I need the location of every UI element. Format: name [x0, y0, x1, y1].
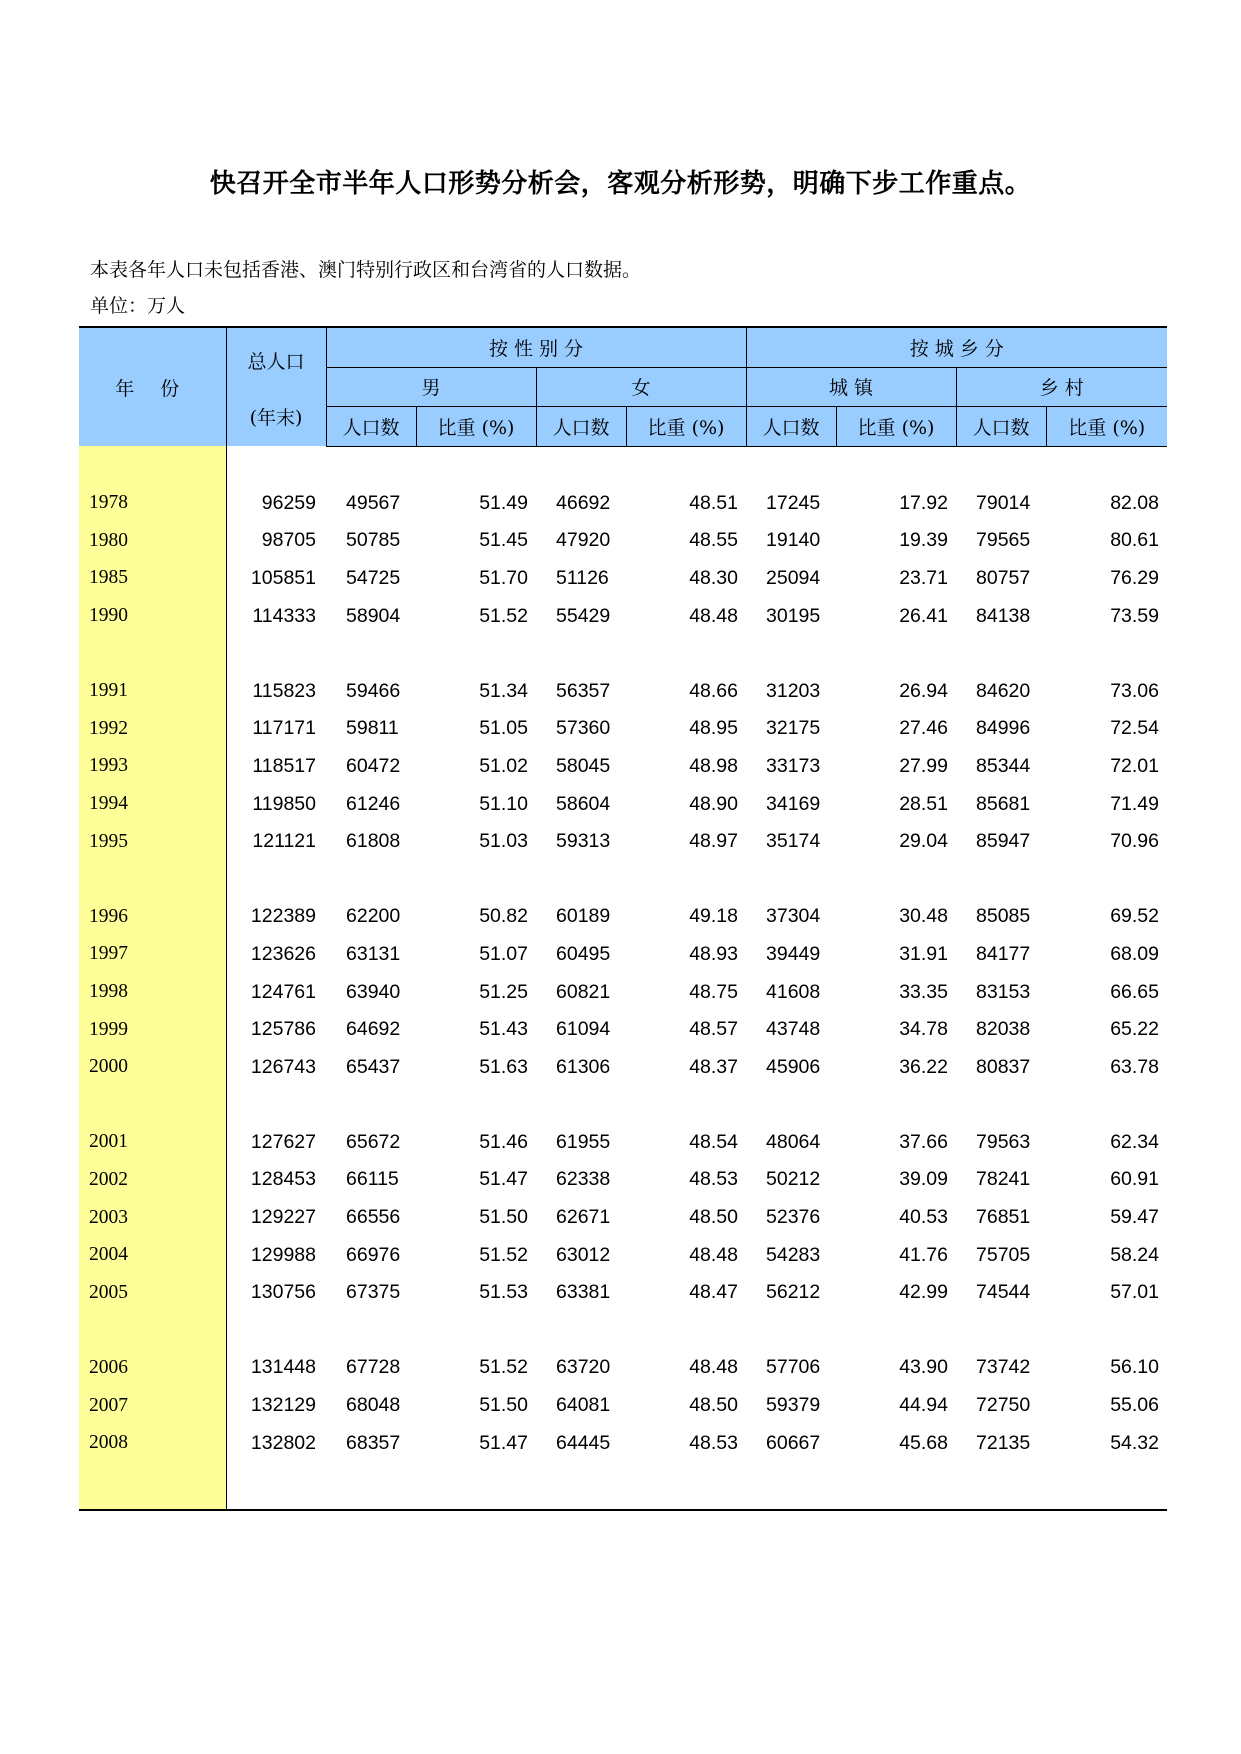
- rural-pct-cell: 72.54: [1110, 717, 1159, 740]
- total-cell: 122389: [250, 905, 316, 928]
- female-cell: 62671: [556, 1206, 611, 1229]
- male-pct-cell: 51.05: [479, 717, 528, 740]
- female-cell: 60189: [556, 905, 611, 928]
- urban-pct-cell: 36.22: [899, 1055, 948, 1078]
- page-title: 快召开全市半年人口形势分析会，客观分析形势，明确下步工作重点。: [209, 169, 1032, 199]
- male-cell: 49567: [346, 491, 401, 514]
- header-year: 年 份: [79, 327, 226, 446]
- header-male-population: 人口数: [326, 406, 416, 446]
- header-urban-population: 人口数: [746, 406, 836, 446]
- urban-cell: 33173: [766, 754, 821, 777]
- table-row: [79, 710, 1167, 748]
- spacer-row: [79, 1086, 1167, 1124]
- rural-cell: 76851: [976, 1206, 1031, 1229]
- female-cell: 61955: [556, 1130, 611, 1153]
- urban-pct-cell: 45.68: [899, 1431, 948, 1454]
- male-cell: 59466: [346, 679, 401, 702]
- urban-pct-cell: 41.76: [899, 1243, 948, 1266]
- rural-cell: 80837: [976, 1055, 1031, 1078]
- total-cell: 96259: [261, 491, 316, 514]
- urban-cell: 32175: [766, 717, 821, 740]
- header-urban: 城 镇: [746, 367, 956, 406]
- scope-note: 本表各年人口未包括香港、澳门特别行政区和台湾省的人口数据。: [90, 259, 642, 281]
- male-pct-cell: 51.53: [479, 1281, 528, 1304]
- table-row: [79, 1124, 1167, 1162]
- urban-pct-cell: 29.04: [899, 830, 948, 853]
- urban-pct-cell: 37.66: [899, 1130, 948, 1153]
- male-cell: 63131: [346, 942, 401, 965]
- rural-pct-cell: 59.47: [1110, 1206, 1159, 1229]
- male-cell: 50785: [346, 529, 401, 552]
- rural-pct-cell: 76.29: [1110, 566, 1159, 589]
- female-pct-cell: 49.18: [689, 905, 738, 928]
- urban-cell: 50212: [766, 1168, 821, 1191]
- rural-cell: 80757: [976, 566, 1031, 589]
- urban-pct-cell: 17.92: [899, 491, 948, 514]
- rural-pct-cell: 72.01: [1110, 754, 1159, 777]
- urban-pct-cell: 31.91: [899, 942, 948, 965]
- female-cell: 51126: [556, 566, 609, 589]
- header-male: 男: [326, 367, 536, 406]
- rural-pct-cell: 60.91: [1110, 1168, 1159, 1191]
- female-pct-cell: 48.90: [689, 792, 738, 815]
- header-female: 女: [536, 367, 746, 406]
- rural-pct-cell: 58.24: [1110, 1243, 1159, 1266]
- urban-pct-cell: 33.35: [899, 980, 948, 1003]
- female-cell: 56357: [556, 679, 611, 702]
- male-pct-cell: 51.43: [479, 1018, 528, 1041]
- table-row: [79, 522, 1167, 560]
- total-cell: 131448: [250, 1356, 316, 1379]
- total-cell: 118517: [252, 754, 316, 777]
- female-pct-cell: 48.48: [689, 604, 738, 627]
- male-cell: 67728: [346, 1356, 401, 1379]
- female-cell: 55429: [556, 604, 611, 627]
- header-female-share: 比重 (%): [626, 406, 746, 446]
- male-pct-cell: 50.82: [479, 905, 528, 928]
- male-pct-cell: 51.10: [479, 792, 528, 815]
- male-pct-cell: 51.34: [479, 679, 528, 702]
- header-rural: 乡 村: [956, 367, 1167, 406]
- urban-pct-cell: 26.94: [899, 679, 948, 702]
- urban-cell: 39449: [766, 942, 821, 965]
- table-row: [79, 785, 1167, 823]
- year-cell: 1991: [79, 672, 226, 710]
- rural-pct-cell: 62.34: [1110, 1130, 1159, 1153]
- male-cell: 59811: [346, 717, 399, 740]
- urban-cell: 19140: [766, 529, 821, 552]
- female-pct-cell: 48.95: [689, 717, 738, 740]
- total-cell: 119850: [252, 792, 316, 815]
- rural-pct-cell: 71.49: [1110, 792, 1159, 815]
- rural-cell: 75705: [976, 1243, 1031, 1266]
- total-cell: 126743: [250, 1055, 316, 1078]
- male-pct-cell: 51.45: [479, 529, 528, 552]
- table-body: [79, 446, 1167, 1510]
- table-row: [79, 672, 1167, 710]
- header-total-line2: (年末): [249, 407, 303, 429]
- total-cell: 130756: [250, 1281, 316, 1304]
- rural-cell: 74544: [976, 1281, 1031, 1304]
- male-cell: 66556: [346, 1206, 401, 1229]
- female-pct-cell: 48.57: [689, 1018, 738, 1041]
- female-pct-cell: 48.75: [689, 980, 738, 1003]
- table-row: [79, 597, 1167, 635]
- female-cell: 61094: [556, 1018, 611, 1041]
- urban-pct-cell: 27.99: [899, 754, 948, 777]
- male-cell: 63940: [346, 980, 401, 1003]
- rural-pct-cell: 73.06: [1110, 679, 1159, 702]
- male-cell: 61808: [346, 830, 401, 853]
- year-cell: 1997: [79, 936, 226, 974]
- header-total-line1: 总人口: [247, 351, 305, 373]
- table-row: [79, 1011, 1167, 1049]
- male-cell: 54725: [346, 566, 401, 589]
- total-cell: 114333: [252, 604, 316, 627]
- table-row: [79, 1199, 1167, 1237]
- rural-pct-cell: 63.78: [1110, 1055, 1159, 1078]
- male-pct-cell: 51.52: [479, 604, 528, 627]
- female-cell: 63381: [556, 1281, 611, 1304]
- female-pct-cell: 48.51: [689, 491, 738, 514]
- rural-cell: 85947: [976, 830, 1031, 853]
- table-row: [79, 748, 1167, 786]
- urban-pct-cell: 19.39: [899, 529, 948, 552]
- urban-pct-cell: 27.46: [899, 717, 948, 740]
- male-cell: 65672: [346, 1130, 401, 1153]
- rural-cell: 84177: [976, 942, 1031, 965]
- rural-pct-cell: 55.06: [1110, 1394, 1159, 1417]
- male-cell: 67375: [346, 1281, 401, 1304]
- spacer-row: [79, 446, 1167, 485]
- year-cell: 1994: [79, 785, 226, 823]
- male-pct-cell: 51.46: [479, 1130, 528, 1153]
- rural-cell: 84620: [976, 679, 1031, 702]
- female-pct-cell: 48.93: [689, 942, 738, 965]
- rural-pct-cell: 56.10: [1110, 1356, 1159, 1379]
- total-cell: 123626: [250, 942, 316, 965]
- female-cell: 58045: [556, 754, 611, 777]
- male-pct-cell: 51.70: [479, 566, 528, 589]
- male-pct-cell: 51.25: [479, 980, 528, 1003]
- total-cell: 129988: [250, 1243, 316, 1266]
- year-cell: 2000: [79, 1048, 226, 1086]
- urban-pct-cell: 39.09: [899, 1168, 948, 1191]
- year-cell: 2008: [79, 1424, 226, 1462]
- rural-cell: 83153: [976, 980, 1031, 1003]
- year-cell: 1998: [79, 973, 226, 1011]
- rural-cell: 79565: [976, 529, 1031, 552]
- table-row: [79, 560, 1167, 598]
- rural-cell: 84138: [976, 604, 1031, 627]
- rural-cell: 79014: [976, 491, 1031, 514]
- female-cell: 62338: [556, 1168, 611, 1191]
- total-cell: 129227: [250, 1206, 316, 1229]
- total-cell: 105851: [250, 566, 316, 589]
- urban-cell: 25094: [766, 566, 821, 589]
- header-female-population: 人口数: [536, 406, 626, 446]
- female-pct-cell: 48.53: [689, 1168, 738, 1191]
- header-total: [226, 327, 326, 446]
- urban-pct-cell: 40.53: [899, 1206, 948, 1229]
- male-pct-cell: 51.52: [479, 1356, 528, 1379]
- table-row: [79, 1048, 1167, 1086]
- male-cell: 65437: [346, 1055, 401, 1078]
- year-cell: 1996: [79, 898, 226, 936]
- female-pct-cell: 48.50: [689, 1206, 738, 1229]
- header-by-urban-rural: 按 城 乡 分: [746, 327, 1167, 367]
- female-pct-cell: 48.98: [689, 754, 738, 777]
- female-pct-cell: 48.55: [689, 529, 738, 552]
- table-row: [79, 898, 1167, 936]
- rural-pct-cell: 57.01: [1110, 1281, 1159, 1304]
- female-cell: 57360: [556, 717, 611, 740]
- table-row: [79, 1274, 1167, 1312]
- header-male-share: 比重 (%): [416, 406, 536, 446]
- rural-cell: 85681: [976, 792, 1031, 815]
- urban-cell: 31203: [766, 679, 821, 702]
- urban-cell: 43748: [766, 1018, 821, 1041]
- year-cell: 1995: [79, 823, 226, 861]
- urban-pct-cell: 26.41: [899, 604, 948, 627]
- female-cell: 59313: [556, 830, 611, 853]
- table-row: [79, 485, 1167, 523]
- urban-pct-cell: 23.71: [899, 566, 948, 589]
- year-cell: 1978: [79, 485, 226, 523]
- rural-pct-cell: 80.61: [1110, 529, 1159, 552]
- spacer-row: [79, 1462, 1167, 1510]
- urban-cell: 45906: [766, 1055, 821, 1078]
- rural-cell: 73742: [976, 1356, 1031, 1379]
- male-pct-cell: 51.50: [479, 1206, 528, 1229]
- male-pct-cell: 51.49: [479, 491, 528, 514]
- female-pct-cell: 48.37: [689, 1055, 738, 1078]
- total-cell: 117171: [252, 717, 316, 740]
- rural-pct-cell: 82.08: [1110, 491, 1159, 514]
- urban-cell: 34169: [766, 792, 821, 815]
- total-cell: 128453: [250, 1168, 316, 1191]
- female-cell: 47920: [556, 529, 611, 552]
- rural-cell: 84996: [976, 717, 1031, 740]
- header-rural-share: 比重 (%): [1046, 406, 1167, 446]
- urban-cell: 57706: [766, 1356, 821, 1379]
- year-cell: 1990: [79, 597, 226, 635]
- male-pct-cell: 51.07: [479, 942, 528, 965]
- male-cell: 62200: [346, 905, 401, 928]
- population-table: [79, 326, 1167, 1511]
- urban-cell: 41608: [766, 980, 821, 1003]
- urban-cell: 56212: [766, 1281, 821, 1304]
- table-row: [79, 1236, 1167, 1274]
- total-cell: 132802: [250, 1431, 316, 1454]
- urban-cell: 17245: [766, 491, 821, 514]
- female-cell: 60821: [556, 980, 611, 1003]
- male-pct-cell: 51.47: [479, 1431, 528, 1454]
- male-cell: 60472: [346, 754, 401, 777]
- female-cell: 64081: [556, 1394, 611, 1417]
- table-row: [79, 1161, 1167, 1199]
- rural-cell: 85085: [976, 905, 1031, 928]
- male-pct-cell: 51.63: [479, 1055, 528, 1078]
- female-pct-cell: 48.97: [689, 830, 738, 853]
- male-cell: 68048: [346, 1394, 401, 1417]
- rural-cell: 79563: [976, 1130, 1031, 1153]
- year-cell: 2005: [79, 1274, 226, 1312]
- table-row: [79, 1387, 1167, 1425]
- rural-pct-cell: 70.96: [1110, 830, 1159, 853]
- female-cell: 63012: [556, 1243, 611, 1266]
- year-cell: 2002: [79, 1161, 226, 1199]
- female-cell: 64445: [556, 1431, 611, 1454]
- male-pct-cell: 51.52: [479, 1243, 528, 1266]
- urban-pct-cell: 34.78: [899, 1018, 948, 1041]
- total-cell: 115823: [252, 679, 316, 702]
- female-cell: 60495: [556, 942, 611, 965]
- urban-cell: 35174: [766, 830, 821, 853]
- year-cell: 1993: [79, 748, 226, 786]
- female-pct-cell: 48.54: [689, 1130, 738, 1153]
- female-cell: 58604: [556, 792, 611, 815]
- urban-pct-cell: 30.48: [899, 905, 948, 928]
- total-cell: 124761: [250, 980, 316, 1003]
- rural-pct-cell: 54.32: [1110, 1431, 1159, 1454]
- header-by-sex: 按 性 别 分: [326, 327, 746, 367]
- male-cell: 66976: [346, 1243, 401, 1266]
- rural-cell: 72135: [976, 1431, 1031, 1454]
- female-pct-cell: 48.53: [689, 1431, 738, 1454]
- table-row: [79, 823, 1167, 861]
- urban-pct-cell: 28.51: [899, 792, 948, 815]
- male-cell: 61246: [346, 792, 401, 815]
- rural-pct-cell: 73.59: [1110, 604, 1159, 627]
- rural-pct-cell: 69.52: [1110, 905, 1159, 928]
- urban-cell: 37304: [766, 905, 821, 928]
- year-cell: 1980: [79, 522, 226, 560]
- male-pct-cell: 51.47: [479, 1168, 528, 1191]
- urban-pct-cell: 44.94: [899, 1394, 948, 1417]
- rural-cell: 72750: [976, 1394, 1031, 1417]
- rural-pct-cell: 66.65: [1110, 980, 1159, 1003]
- year-cell: 1999: [79, 1011, 226, 1049]
- rural-cell: 78241: [976, 1168, 1031, 1191]
- rural-pct-cell: 65.22: [1110, 1018, 1159, 1041]
- total-cell: 125786: [250, 1018, 316, 1041]
- urban-cell: 60667: [766, 1431, 821, 1454]
- rural-pct-cell: 68.09: [1110, 942, 1159, 965]
- female-pct-cell: 48.48: [689, 1356, 738, 1379]
- table-row: [79, 1424, 1167, 1462]
- male-cell: 58904: [346, 604, 401, 627]
- table-row: [79, 1349, 1167, 1387]
- urban-cell: 54283: [766, 1243, 821, 1266]
- urban-cell: 30195: [766, 604, 821, 627]
- header-rural-population: 人口数: [956, 406, 1046, 446]
- female-pct-cell: 48.66: [689, 679, 738, 702]
- female-cell: 46692: [556, 491, 611, 514]
- spacer-row: [79, 1312, 1167, 1350]
- total-cell: 98705: [261, 529, 316, 552]
- rural-cell: 82038: [976, 1018, 1031, 1041]
- female-cell: 63720: [556, 1356, 611, 1379]
- urban-cell: 52376: [766, 1206, 821, 1229]
- rural-cell: 85344: [976, 754, 1031, 777]
- spacer-row: [79, 860, 1167, 898]
- unit-note: 单位：万人: [90, 295, 186, 317]
- male-cell: 64692: [346, 1018, 401, 1041]
- total-cell: 127627: [250, 1130, 316, 1153]
- year-cell: 2003: [79, 1199, 226, 1237]
- total-cell: 121121: [252, 830, 316, 853]
- female-pct-cell: 48.30: [689, 566, 738, 589]
- female-pct-cell: 48.48: [689, 1243, 738, 1266]
- urban-cell: 48064: [766, 1130, 821, 1153]
- male-pct-cell: 51.02: [479, 754, 528, 777]
- year-cell: 2001: [79, 1124, 226, 1162]
- year-cell: 2004: [79, 1236, 226, 1274]
- female-pct-cell: 48.47: [689, 1281, 738, 1304]
- table-row: [79, 936, 1167, 974]
- urban-pct-cell: 42.99: [899, 1281, 948, 1304]
- spacer-row: [79, 635, 1167, 673]
- year-cell: 1985: [79, 560, 226, 598]
- year-cell: 2007: [79, 1387, 226, 1425]
- female-pct-cell: 48.50: [689, 1394, 738, 1417]
- male-cell: 68357: [346, 1431, 401, 1454]
- male-pct-cell: 51.03: [479, 830, 528, 853]
- total-cell: 132129: [250, 1394, 316, 1417]
- year-cell: 1992: [79, 710, 226, 748]
- header-urban-share: 比重 (%): [836, 406, 956, 446]
- male-pct-cell: 51.50: [479, 1394, 528, 1417]
- female-cell: 61306: [556, 1055, 611, 1078]
- male-cell: 66115: [346, 1168, 399, 1191]
- urban-cell: 59379: [766, 1394, 821, 1417]
- table-row: [79, 973, 1167, 1011]
- urban-pct-cell: 43.90: [899, 1356, 948, 1379]
- year-cell: 2006: [79, 1349, 226, 1387]
